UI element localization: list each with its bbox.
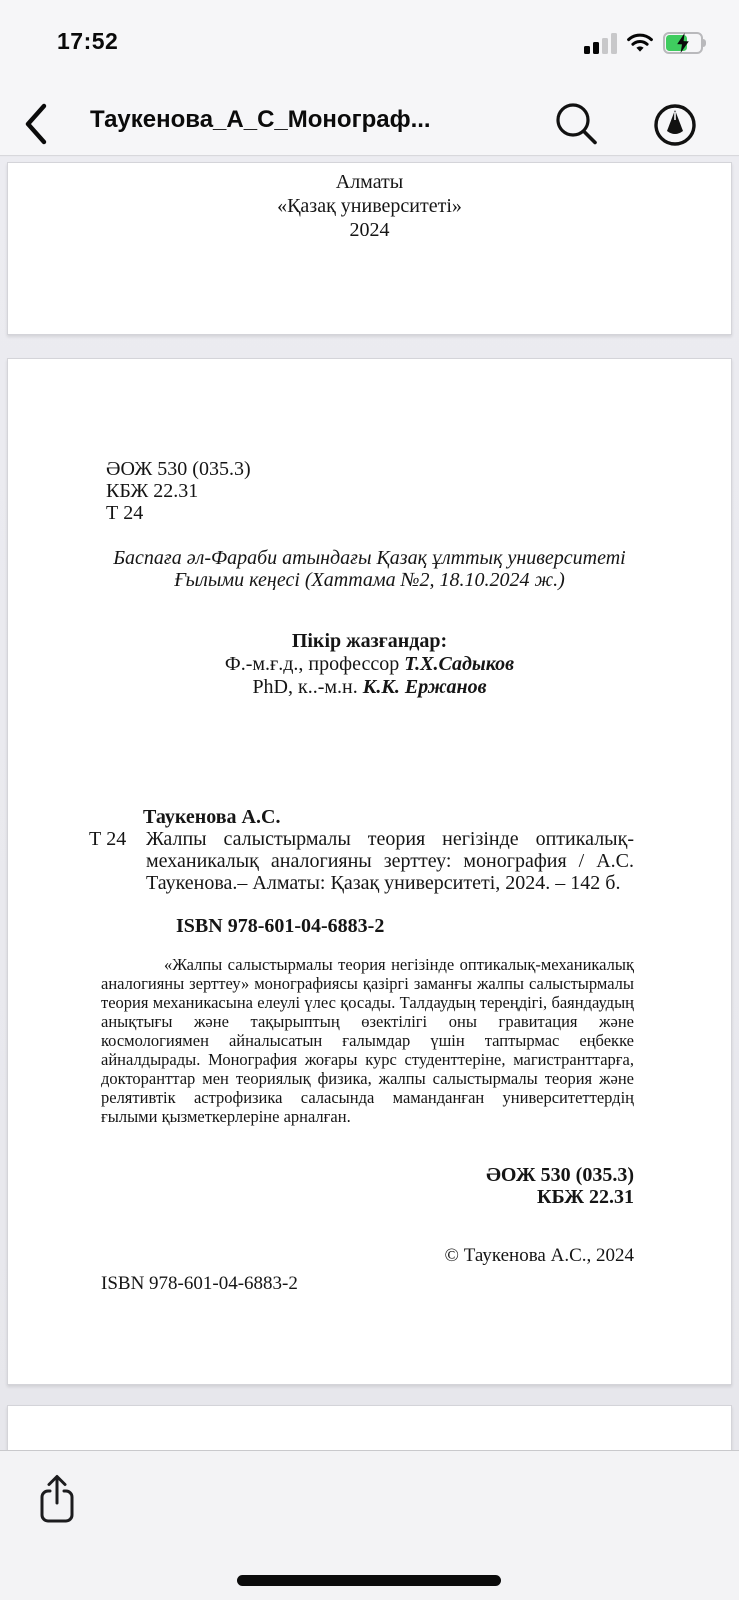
annotation-paragraph: «Жалпы салыстырмалы теория негізінде оптикалық-механикалық аналогияны зерттеу» монографиясы қазіргі заманғы жалпы салыстырмалы теория механикасына елеулі үлес қосады. Талдаудың тереңдігі, баяндаудың анықтығы және тақырыптың өзектілігі оны гравитация және космологиямен айналысатын ғалымдар үшін таптырмас еңбекке айналдырады. Монография жоғары курс студенттеріне, магистранттарға, докторанттар мен теориялық физика, жалпы салыстырмалы теория және релятивтік астрофизика саласында маманданған университеттердің ғылыми қызметкерлеріне арналған.	[101, 955, 634, 1126]
share-button[interactable]	[38, 1473, 76, 1525]
search-button[interactable]	[549, 98, 601, 150]
back-button[interactable]	[23, 102, 49, 146]
catalog-entry	[89, 828, 634, 894]
udc-right-block	[8, 1164, 634, 1208]
lightning-bolt-icon	[672, 31, 694, 55]
signal-bar	[584, 46, 590, 54]
isbn-footer: ISBN 978-601-04-6883-2	[101, 1273, 298, 1294]
document-title: Таукенова_А_С_Монограф...	[90, 106, 431, 133]
reviewer-line	[8, 653, 731, 676]
imprint-publisher: «Қазақ университеті»	[277, 195, 462, 217]
reviewer-name: Т.Х.Садыков	[404, 653, 515, 675]
imprint-city: Алматы	[335, 171, 404, 193]
battery-nub	[703, 39, 706, 47]
catalog-text: Жалпы салыстырмалы теория негізінде оптикалық-механикалық аналогияны зерттеу: монография / А.С. Таукенова.– Алматы: Қазақ университеті, 2024. – 142 б.	[146, 828, 634, 894]
reviewer-line	[8, 676, 731, 699]
status-icons	[584, 32, 709, 54]
home-indicator[interactable]	[237, 1575, 501, 1586]
reviewers-block	[8, 630, 731, 699]
udc-line: ӘОЖ 530 (035.3)	[106, 458, 251, 480]
pdf-page-2	[7, 358, 732, 1385]
pdf-page-1	[7, 162, 732, 335]
catalog-code: Т 24	[89, 828, 127, 850]
markup-button[interactable]	[653, 103, 697, 147]
author-sign-line: Т 24	[106, 502, 144, 524]
signal-bar	[602, 38, 608, 54]
bbk-line: КБЖ 22.31	[106, 480, 199, 502]
isbn-line: ISBN 978-601-04-6883-2	[176, 915, 385, 937]
approval-line: Баспаға әл-Фараби атындағы Қазақ ұлттық университеті	[113, 547, 626, 569]
reviewer-degree: PhD, к..-м.н.	[252, 676, 363, 698]
signal-bar	[593, 42, 599, 54]
wifi-icon	[626, 33, 654, 54]
signal-bar	[611, 33, 617, 54]
document-viewport[interactable]	[0, 157, 739, 1450]
top-chrome	[0, 0, 739, 156]
imprint-year: 2024	[349, 219, 390, 241]
approval-line: Ғылыми кеңесі (Хаттама №2, 18.10.2024 ж.)	[174, 569, 565, 591]
battery-charging-icon	[663, 32, 709, 54]
udc-block	[106, 458, 731, 524]
approval-note	[8, 547, 731, 591]
bbk-line: КБЖ 22.31	[536, 1186, 634, 1208]
reviewer-degree: Ф.-м.ғ.д., профессор	[224, 653, 405, 675]
cellular-signal-icon	[584, 33, 617, 54]
reviewer-name: К.К. Ержанов	[362, 676, 487, 698]
udc-line: ӘОЖ 530 (035.3)	[486, 1164, 634, 1186]
status-time: 17:52	[57, 28, 119, 54]
reviewers-heading: Пікір жазғандар:	[291, 630, 448, 652]
copyright-line: © Таукенова А.С., 2024	[444, 1245, 634, 1266]
author-heading: Таукенова А.С.	[143, 806, 281, 828]
